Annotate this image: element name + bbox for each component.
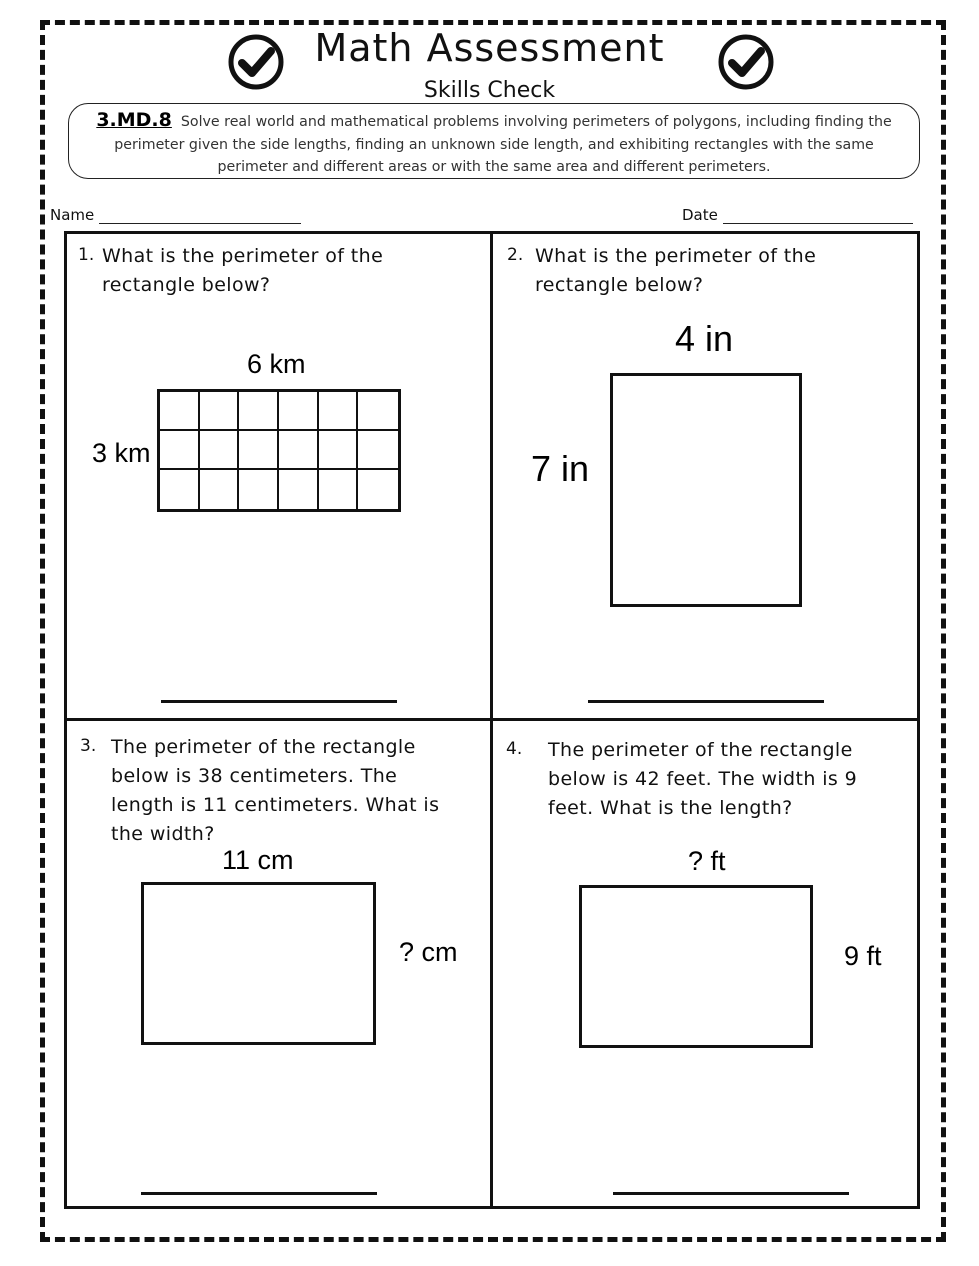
question-1-text: What is the perimeter of the rectangle below? bbox=[102, 245, 384, 296]
name-label: Name bbox=[50, 206, 95, 224]
question-1-answer-line[interactable] bbox=[161, 700, 397, 703]
question-1-grid-rectangle bbox=[157, 389, 401, 512]
name-blank[interactable] bbox=[99, 209, 301, 224]
standard-code: 3.MD.8 bbox=[96, 109, 172, 131]
question-2-top-label: 4 in bbox=[675, 318, 734, 359]
standard-box bbox=[68, 103, 920, 179]
standard-text: Solve real world and mathematical problems involving perimeters of polygons, including finding the perimeter given the side lengths, finding an unknown side length, and exhibiting rectangles with the same perimeter and different areas or with the same area and different perimeters. bbox=[114, 114, 892, 175]
question-4-side-label: 9 ft bbox=[844, 941, 882, 971]
question-4-rectangle bbox=[579, 885, 813, 1048]
question-2-rectangle bbox=[610, 373, 802, 607]
question-4-number: 4. bbox=[506, 739, 523, 759]
question-1-side-label: 3 km bbox=[92, 438, 151, 468]
date-blank[interactable] bbox=[723, 209, 913, 224]
date-label: Date bbox=[682, 206, 718, 224]
question-2-side-label: 7 in bbox=[531, 448, 590, 489]
question-4-top-label: ? ft bbox=[688, 846, 726, 876]
question-3-answer-line[interactable] bbox=[141, 1192, 377, 1195]
question-3-rectangle bbox=[141, 882, 376, 1045]
question-4-text: The perimeter of the rectangle below is 42 feet. The width is 9 feet. What is the length? bbox=[548, 739, 858, 819]
question-2-answer-line[interactable] bbox=[588, 700, 824, 703]
date-field[interactable] bbox=[682, 206, 913, 224]
question-3-number: 3. bbox=[80, 736, 97, 756]
horizontal-divider bbox=[64, 718, 920, 721]
question-3-text: The perimeter of the rectangle below is 38 centimeters. The length is 11 centimeters. What is the width? bbox=[111, 736, 440, 845]
question-2-text: What is the perimeter of the rectangle below? bbox=[535, 245, 817, 296]
question-4-answer-line[interactable] bbox=[613, 1192, 849, 1195]
page-title: Math Assessment bbox=[314, 26, 665, 70]
question-3-top-label: 11 cm bbox=[222, 845, 294, 875]
question-1-number: 1. bbox=[78, 245, 95, 265]
question-3-side-label: ? cm bbox=[399, 937, 458, 967]
name-field[interactable] bbox=[50, 206, 301, 224]
page-subtitle: Skills Check bbox=[423, 78, 556, 103]
question-1-top-label: 6 km bbox=[247, 349, 306, 379]
question-2-number: 2. bbox=[507, 245, 524, 265]
